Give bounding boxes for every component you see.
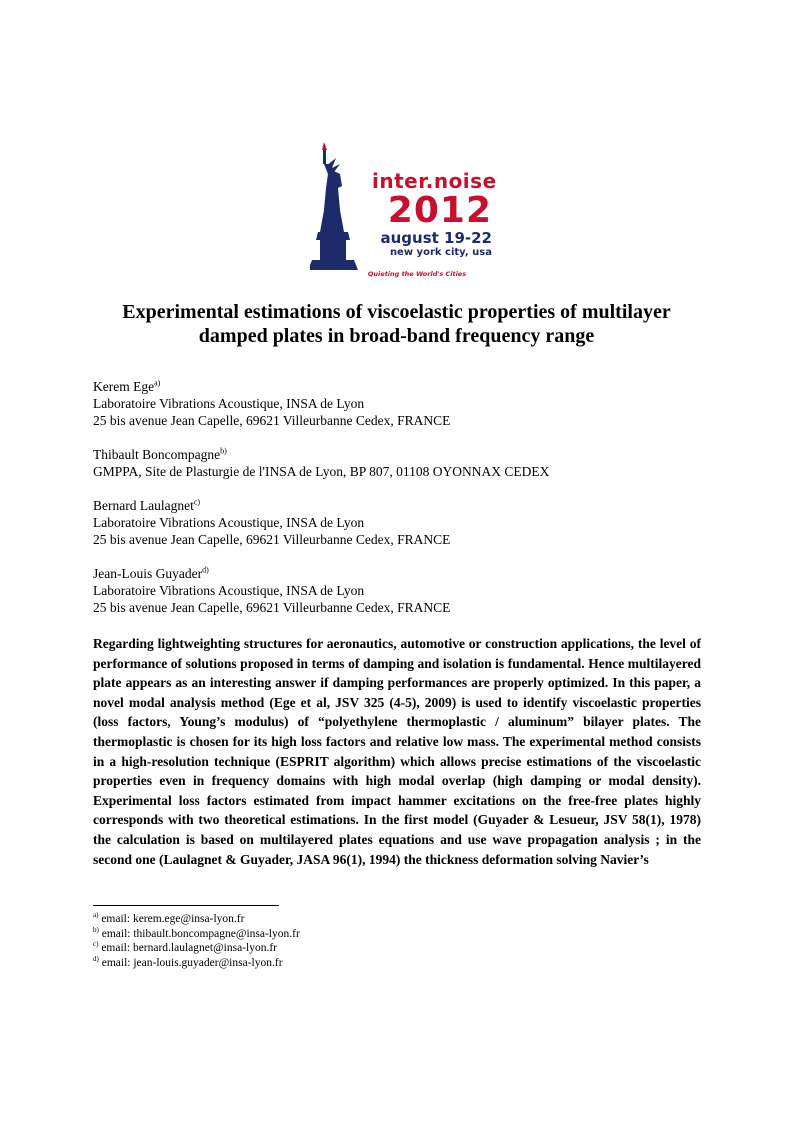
footnote-mark: a)	[93, 911, 99, 920]
author-address: 25 bis avenue Jean Capelle, 69621 Villeurbanne Cedex, FRANCE	[93, 532, 451, 547]
author-footnote-mark: b)	[220, 446, 227, 456]
footnote-email: email: bernard.laulagnet@insa-lyon.fr	[101, 942, 278, 954]
footnote-mark: c)	[93, 940, 99, 949]
logo-tagline: Quieting the World's Cities	[367, 270, 467, 278]
author-affiliation: Laboratoire Vibrations Acoustique, INSA de Lyon	[93, 396, 365, 411]
footnote	[93, 927, 693, 942]
title-line-2: damped plates in broad-band frequency range	[198, 325, 595, 347]
author-name-line	[93, 565, 713, 582]
footnote-mark: b)	[93, 925, 99, 934]
author-footnote-mark: c)	[193, 497, 201, 507]
footnote-email: email: thibault.boncompagne@insa-lyon.fr	[101, 927, 300, 940]
author-block	[93, 378, 713, 429]
footnote	[93, 912, 693, 927]
author-block	[93, 565, 713, 616]
logo-title: inter.noise	[372, 169, 497, 193]
logo-year: 2012	[387, 190, 492, 231]
author-name-line	[93, 378, 713, 395]
footnote-divider	[93, 905, 279, 906]
author-name: Thibault Boncompagne	[93, 447, 221, 462]
logo-city: new york city, usa	[389, 247, 492, 258]
title-line-1: Experimental estimations of viscoelastic properties of multilayer	[122, 301, 671, 323]
author-affiliation: Laboratoire Vibrations Acoustique, INSA de Lyon	[93, 515, 365, 530]
author-name: Kerem Ege	[93, 379, 155, 394]
author-block	[93, 446, 713, 480]
author-name-line	[93, 446, 713, 463]
footnote-email: email: jean-louis.guyader@insa-lyon.fr	[101, 956, 283, 969]
author-block	[93, 497, 713, 548]
author-footnote-mark: d)	[202, 565, 209, 575]
paper-title	[80, 300, 713, 348]
author-list	[93, 378, 713, 633]
author-affiliation: Laboratoire Vibrations Acoustique, INSA de Lyon	[93, 583, 365, 598]
logo-dates: august 19-22	[380, 229, 492, 247]
conference-logo	[372, 169, 497, 259]
abstract: Regarding lightweighting structures for aeronautics, automotive or construction applications, the level of performance of solutions proposed in terms of damping and isolation is fundamental. Hence multilayered plate appears as an interesting answer if damping performances are properly optimized. In this paper, a novel modal analysis method (Ege et al, JSV 325 (4-5), 2009) is used to identify viscoelastic properties (loss factors, Young’s modulus) of “polyethylene thermoplastic / aluminum” bilayer plates. The thermoplastic is chosen for its high loss factors and relative low mass. The experimental method consists in a high-resolution technique (ESPRIT algorithm) which allows precise estimations of the viscoelastic properties even in frequency domains with high modal overlap (high damping or modal density). Experimental loss factors estimated from impact hammer excitations on the free-free plates highly corresponds with two theoretical estimations. In the first model (Guyader & Lesueur, JSV 58(1), 1978) the calculation is based on multilayered plates equations and use wave propagation analysis ; in the second one (Laulagnet & Guyader, JASA 96(1), 1994) the thickness deformation solving Navier’s	[93, 636, 701, 867]
author-address: 25 bis avenue Jean Capelle, 69621 Villeurbanne Cedex, FRANCE	[93, 600, 451, 615]
author-name: Jean-Louis Guyader	[93, 566, 203, 581]
footnote	[93, 941, 693, 956]
author-address: 25 bis avenue Jean Capelle, 69621 Villeurbanne Cedex, FRANCE	[93, 413, 451, 428]
author-name: Bernard Laulagnet	[93, 498, 194, 513]
footnote-email: email: kerem.ege@insa-lyon.fr	[101, 913, 245, 925]
author-affiliation: GMPPA, Site de Plasturgie de l'INSA de Lyon, BP 807, 01108 OYONNAX CEDEX	[93, 464, 550, 479]
footnotes	[93, 912, 693, 970]
author-footnote-mark: a)	[154, 378, 161, 388]
footnote-mark: d)	[93, 954, 99, 963]
footnote	[93, 956, 693, 971]
author-name-line	[93, 497, 713, 514]
